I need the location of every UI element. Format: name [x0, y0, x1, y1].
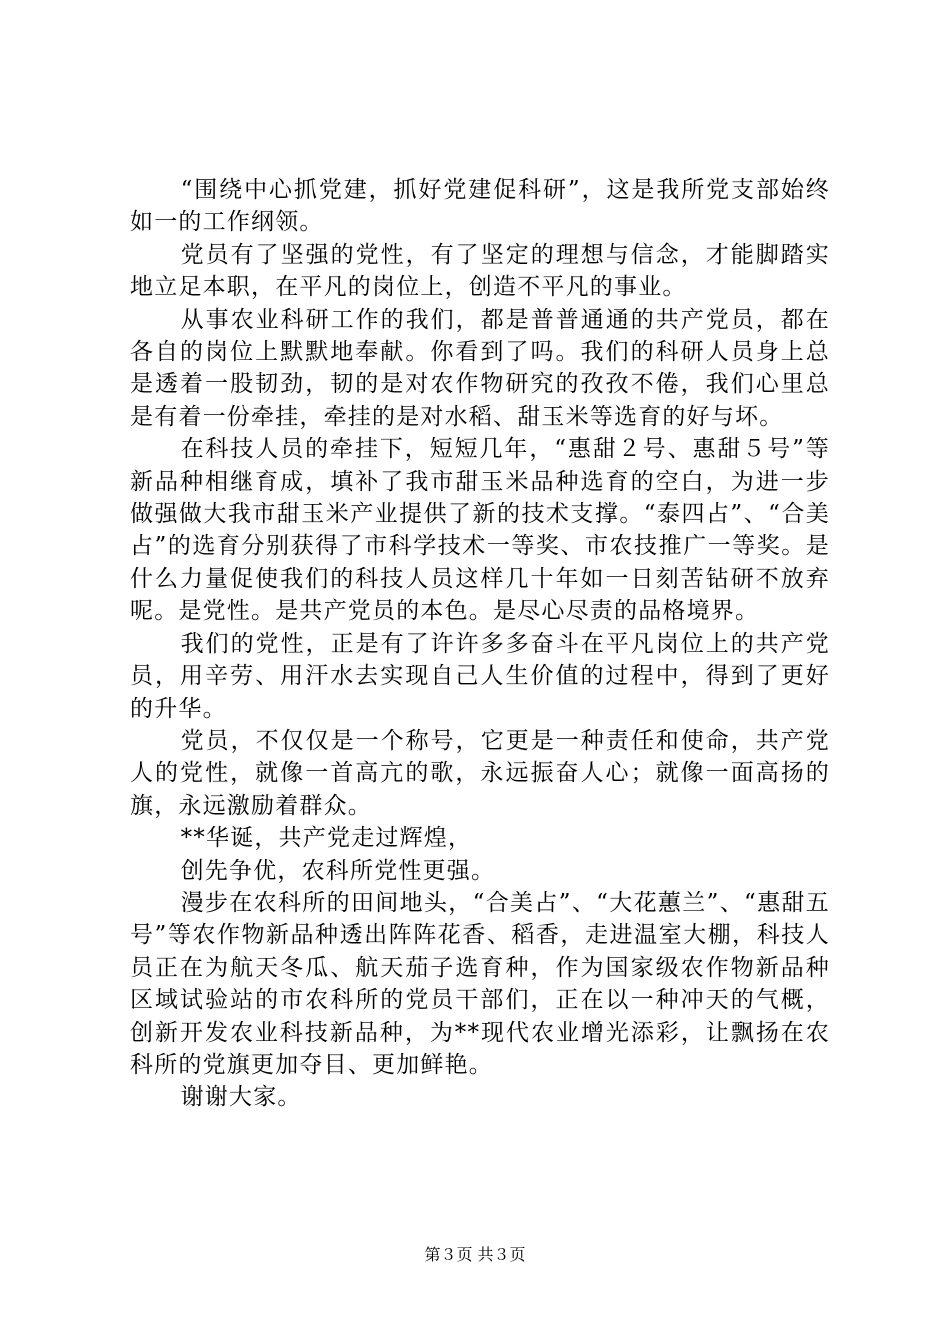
page-number-footer: 第３页 共３页	[424, 1245, 526, 1264]
paragraph: **华诞，共产党走过辉煌，	[180, 825, 473, 852]
paragraph: 从事农业科研工作的我们，都是普普通通的共产党员，都在各自的岗位上默默地奉献。你看到了吗。我们的科研人员身上总是透着一股韧劲，韧的是对农作物研究的孜孜不倦，我们心里总是有着一份牵挂，牵挂的是对水稻、甜玉米等选育的好与坏。	[130, 306, 830, 430]
paragraph: 党员，不仅仅是一个称号，它更是一种责任和使命，共产党人的党性，就像一首高亢的歌，永远振奋人心；就像一面高扬的旗，永远激励着群众。	[130, 727, 830, 819]
document-body	[130, 174, 830, 1114]
paragraph: 在科技人员的牵挂下，短短几年，“惠甜２号、惠甜５号”等新品种相继育成，填补了我市甜玉米品种选育的空白，为进一步做强做大我市甜玉米产业提供了新的技术支撑。“泰四占”、“合美占”的选育分别获得了市科学技术一等奖、市农技推广一等奖。是什么力量促使我们的科技人员这样几十年如一日刻苦钻研不放弃呢。是党性。是共产党员的本色。是尽心尽责的品格境界。	[130, 436, 830, 625]
paragraph: 党员有了坚强的党性，有了坚定的理想与信念，才能脚踏实地立足本职，在平凡的岗位上，创造不平凡的事业。	[130, 241, 830, 301]
paragraph: 谢谢大家。	[180, 1084, 302, 1111]
paragraph: 创先争优，农科所党性更强。	[180, 857, 496, 884]
paragraph: “围绕中心抓党建，抓好党建促科研”，这是我所党支部始终如一的工作纲领。	[130, 177, 830, 236]
paragraph: 漫步在农科所的田间地头，“合美占”、“大花蕙兰”、“惠甜五号”等农作物新品种透出阵阵花香、稻香，走进温室大棚，科技人员正在为航天冬瓜、航天茄子选育种，作为国家级农作物新品种区域试验站的市农科所的党员干部们，正在以一种冲天的气概，创新开发农业科技新品种，为**现代农业增光添彩，让飘扬在农科所的党旗更加夺目、更加鲜艳。	[130, 889, 830, 1078]
paragraph: 我们的党性，正是有了许许多多奋斗在平凡岗位上的共产党员，用辛劳、用汗水去实现自己人生价值的过程中，得到了更好的升华。	[130, 630, 830, 722]
